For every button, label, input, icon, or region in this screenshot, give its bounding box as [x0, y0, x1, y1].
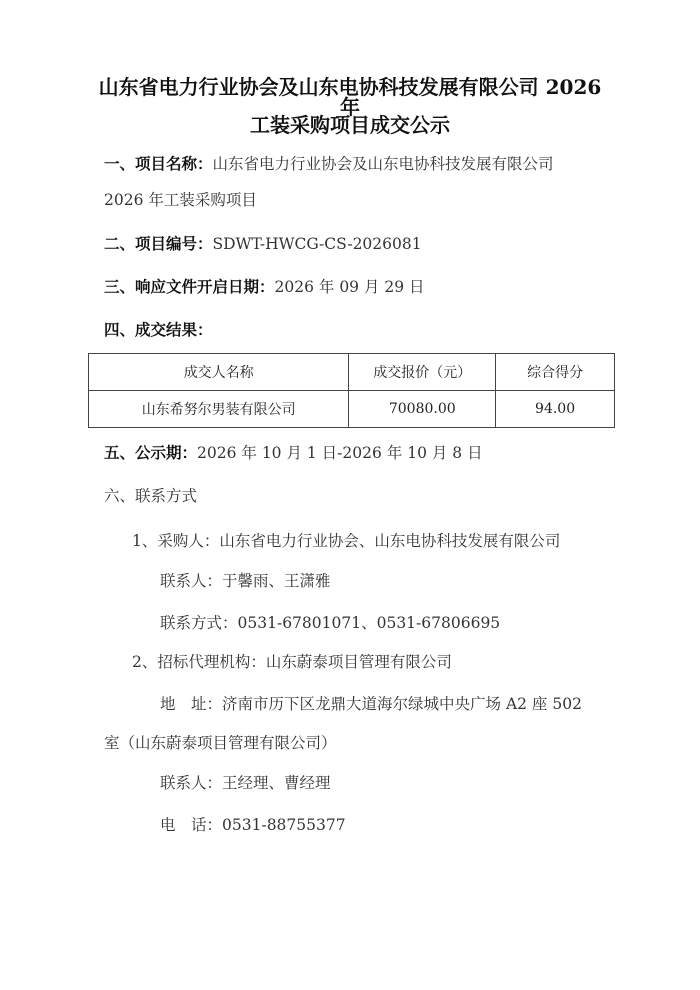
agent-contact-label: 联系人：: [160, 774, 223, 792]
agent-label: 2、招标代理机构：: [132, 653, 266, 671]
purchaser-phone-value: 0531-67801071、0531-67806695: [237, 614, 501, 632]
purchaser-contact-row: [160, 574, 331, 590]
purchaser-row: [132, 534, 560, 550]
opening-date-label: 三、响应文件开启日期：: [104, 277, 275, 296]
agent-address-label: 地 址：: [160, 695, 223, 713]
project-name-row: [104, 156, 554, 173]
agent-address-value: 济南市历下区龙鼎大道海尔绿城中央广场 A2 座 502: [222, 695, 582, 713]
publicity-period-value: 2026 年 10 月 1 日-2026 年 10 月 8 日: [197, 444, 483, 462]
table-row: [89, 391, 615, 428]
publicity-period-row: [104, 445, 483, 462]
table-cell-winner: 山东希努尔男装有限公司: [89, 391, 349, 428]
result-heading: 四、成交结果：: [104, 320, 213, 339]
result-heading-row: [104, 322, 213, 339]
purchaser-phone-row: [160, 616, 500, 632]
project-name-label: 一、项目名称：: [104, 154, 213, 173]
publicity-period-label: 五、公示期：: [104, 443, 198, 462]
table-header-winner: 成交人名称: [89, 354, 349, 391]
agent-phone-label: 电 话：: [160, 816, 223, 834]
contact-heading-row: [104, 489, 197, 505]
project-name-value: 山东省电力行业协会及山东电协科技发展有限公司: [212, 155, 554, 173]
table-header-price: 成交报价（元）: [349, 354, 496, 391]
purchaser-phone-label: 联系方式：: [160, 614, 238, 632]
agent-address-value-cont: 室（山东蔚泰项目管理有限公司）: [104, 734, 337, 752]
purchaser-label: 1、采购人：: [132, 532, 220, 550]
table-cell-price: 70080.00: [349, 391, 496, 428]
project-number-label: 二、项目编号：: [104, 234, 213, 253]
project-name-row-cont: [104, 193, 257, 209]
agent-row: [132, 655, 452, 671]
agent-contact-value: 王经理、曹经理: [222, 774, 331, 792]
project-number-row: [104, 236, 422, 253]
result-table: [88, 353, 615, 428]
agent-phone-value: 0531-88755377: [222, 816, 346, 834]
document-title-line1: 山东省电力行业协会及山东电协科技发展有限公司 2026 年: [98, 75, 602, 119]
purchaser-contact-label: 联系人：: [160, 572, 223, 590]
table-cell-score: 94.00: [496, 391, 615, 428]
opening-date-row: [104, 279, 425, 296]
project-number-value: SDWT-HWCG-CS-2026081: [212, 235, 422, 253]
purchaser-contact-value: 于馨雨、王潇雅: [222, 572, 331, 590]
contact-heading: 六、联系方式: [104, 487, 198, 505]
agent-value: 山东蔚泰项目管理有限公司: [265, 653, 452, 671]
agent-address-row-cont: [104, 736, 337, 752]
agent-phone-row: [160, 818, 346, 834]
opening-date-value: 2026 年 09 月 29 日: [274, 278, 425, 296]
table-header-score: 综合得分: [496, 354, 615, 391]
agent-contact-row: [160, 776, 331, 792]
document-title-line2: 工装采购项目成交公示: [250, 113, 450, 137]
agent-address-row: [160, 697, 582, 713]
project-name-value-cont: 2026 年工装采购项目: [104, 191, 257, 209]
table-header-row: [89, 354, 615, 391]
purchaser-value: 山东省电力行业协会、山东电协科技发展有限公司: [219, 532, 561, 550]
